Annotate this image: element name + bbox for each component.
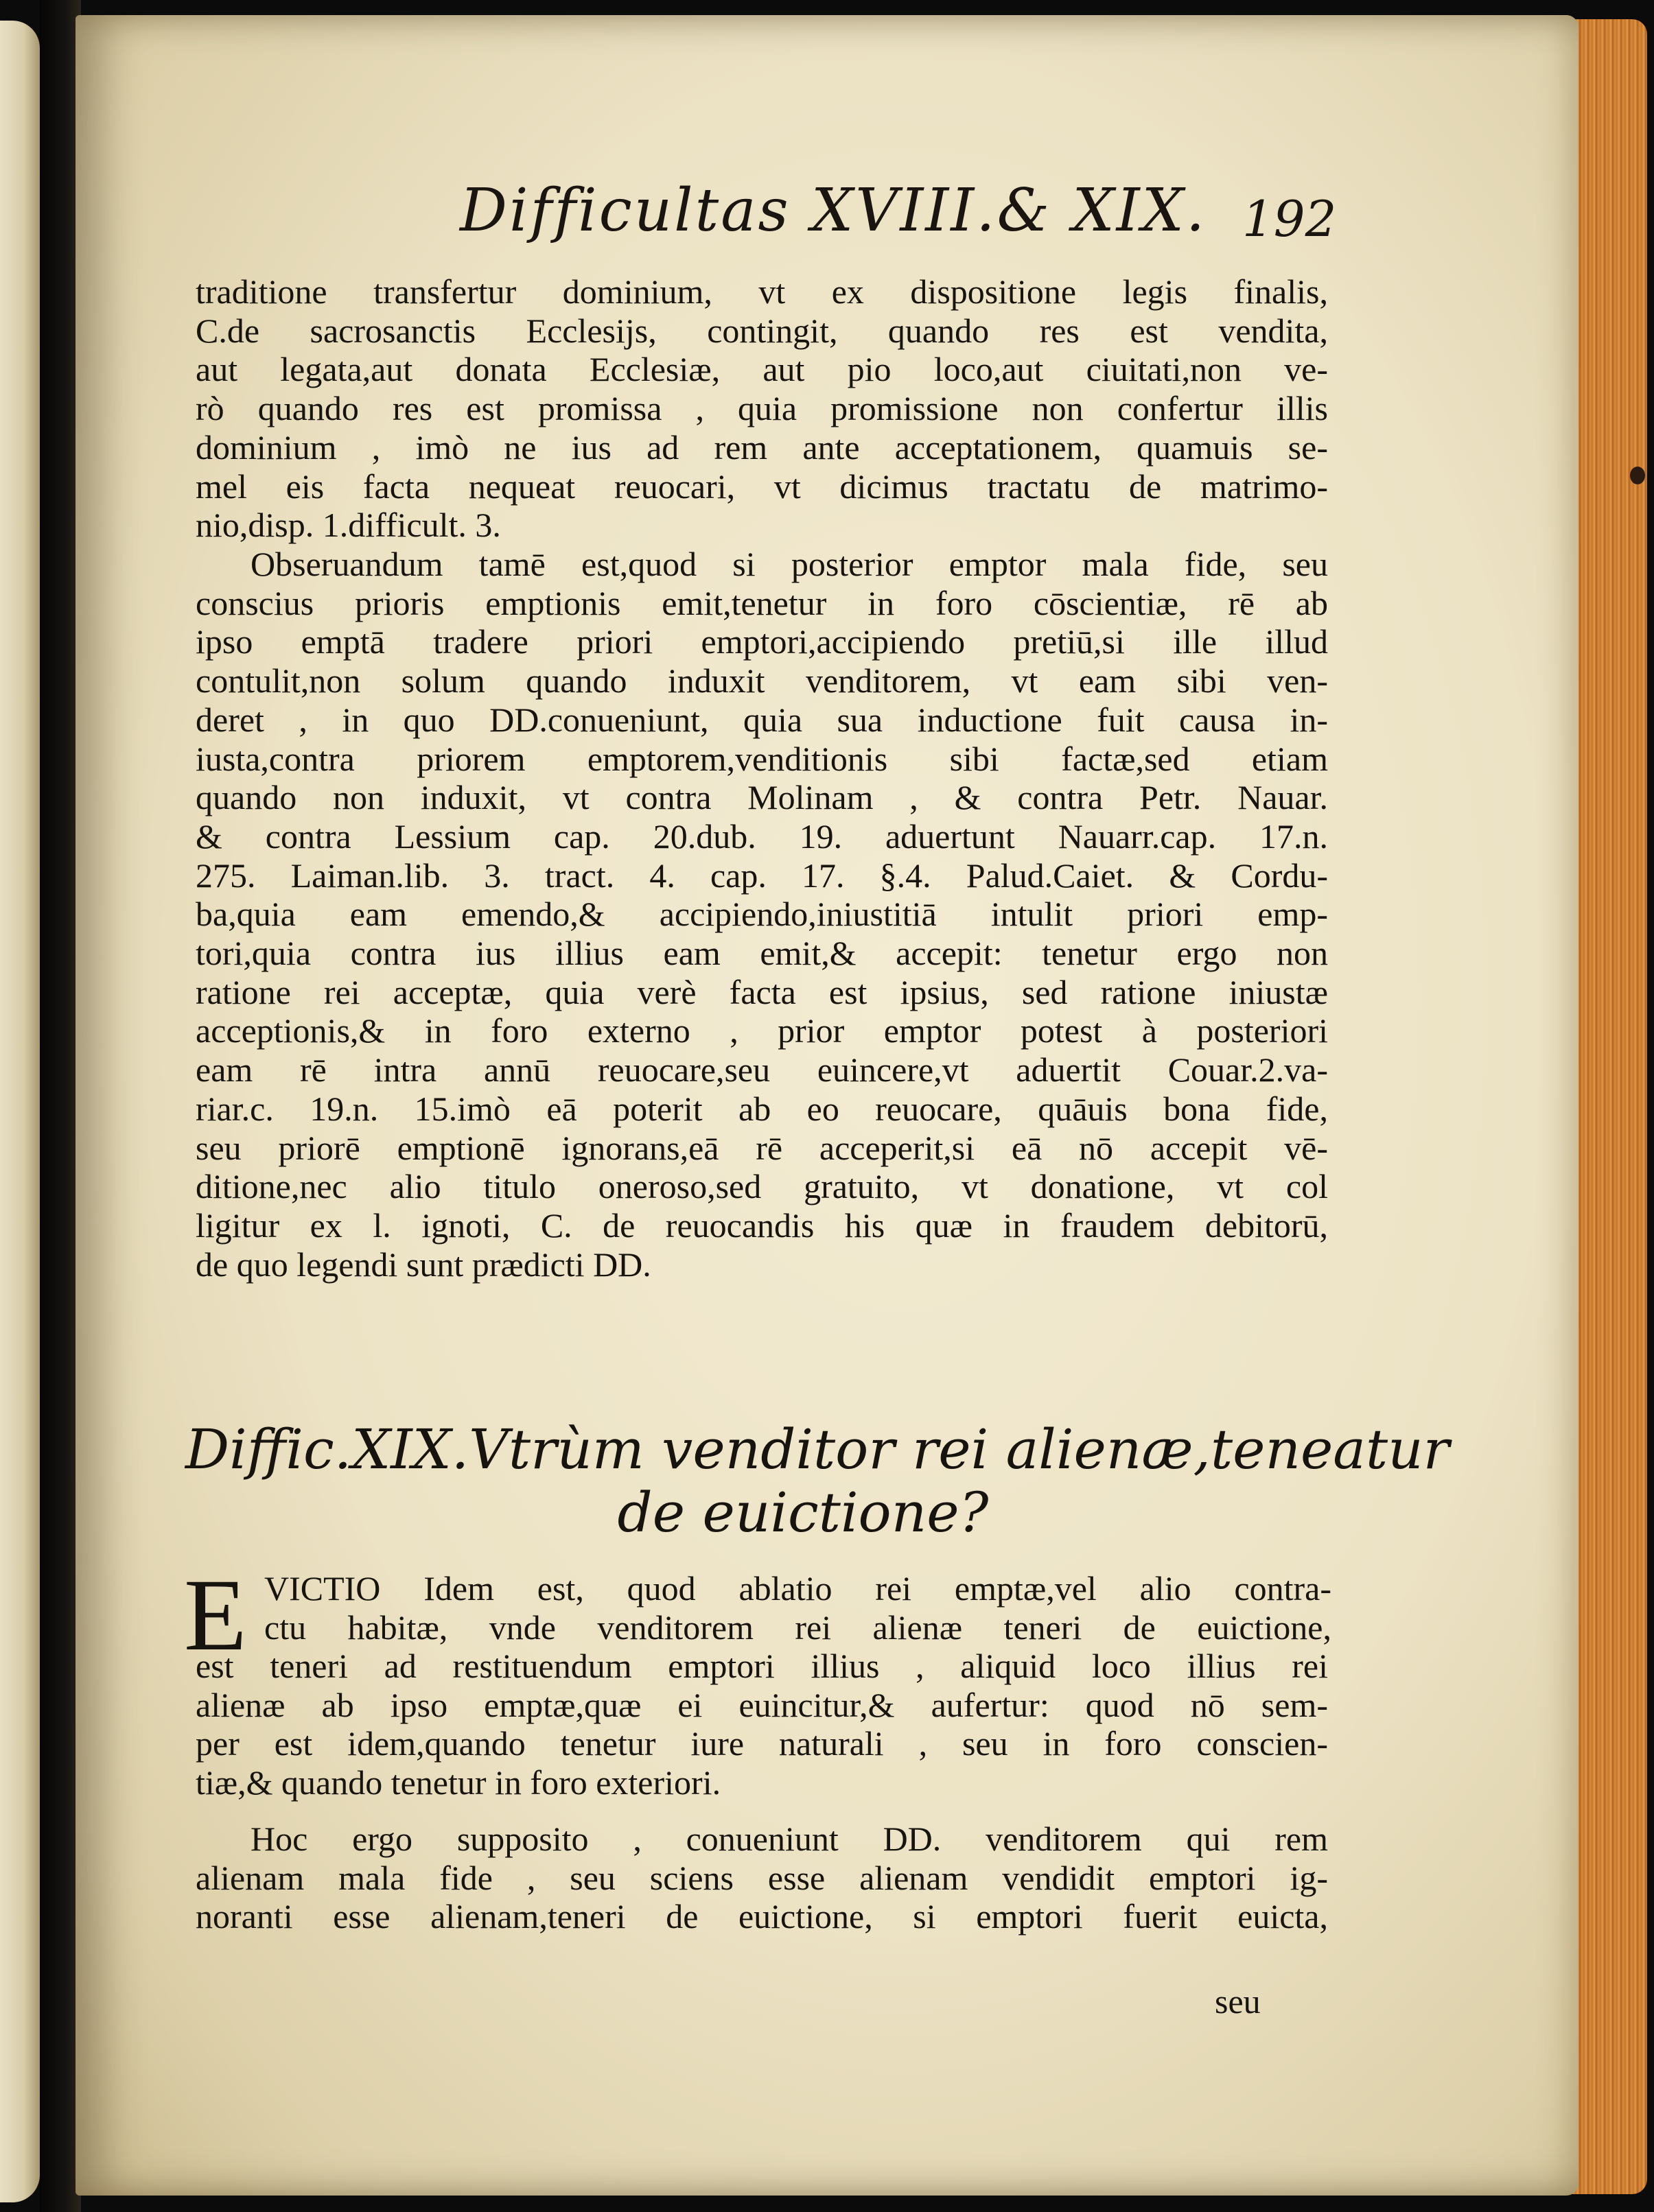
page-fore-edges — [1572, 19, 1647, 2194]
text-line: ligitur ex l. ignoti, C. de reuocandis his quæ in fraudem debitorū, — [196, 1205, 1328, 1245]
text-line: deret , in quo DD.conueniunt, quia sua inductione fuit causa in- — [196, 700, 1328, 739]
previous-page-edge — [0, 21, 40, 2202]
text-line: aut legata,aut donata Ecclesiæ, aut pio loco,aut ciuitati,non ve- — [196, 350, 1328, 389]
text-line: ctu habitæ, vnde venditorem rei alienæ teneri de euictione, — [264, 1608, 1331, 1647]
text-line: est teneri ad restituendum emptori illius , aliquid loco illius rei — [196, 1647, 1328, 1685]
page-number: 192 — [1242, 190, 1337, 248]
text-line: alienæ ab ipso emptæ,quæ ei euincitur,& aufertur: quod nō sem- — [196, 1685, 1328, 1724]
text-line: ipso emptā tradere priori emptori,accipiendo pretiū,si ille illud — [196, 622, 1328, 661]
text-line: quando non induxit, vt contra Molinam , & contra Petr. Nauar. — [196, 778, 1328, 817]
text-line: 275. Laiman.lib. 3. tract. 4. cap. 17. §.4. Palud.Caiet. & Cordu- — [196, 856, 1328, 895]
text-line: seu priorē emptionē ignorans,eā rē acceperit,si eā nō accepit vē- — [196, 1128, 1328, 1167]
paragraph-obseruandum — [196, 545, 1328, 1284]
text-line: dominium , imò ne ius ad rem ante acceptationem, quamuis se- — [196, 427, 1328, 467]
text-line: C.de sacrosanctis Ecclesijs, contingit, quando res est vendita, — [196, 311, 1328, 350]
text-line: & contra Lessium cap. 20.dub. 19. aduertunt Nauarr.cap. 17.n. — [196, 816, 1328, 856]
running-head: Difficultas XVIII.& XIX. — [460, 176, 1207, 245]
text-line: riar.c. 19.n. 15.imò eā poterit ab eo reuocare, quāuis bona fide, — [196, 1089, 1328, 1128]
section-heading-line: Diffic.XIX.Vtrùm venditor rei alienæ,teneatur — [185, 1417, 1449, 1481]
text-line: ratione rei acceptæ, quia verè facta est ipsius, sed ratione iniustæ — [196, 972, 1328, 1011]
text-line: tiæ,& quando tenetur in foro exteriori. — [196, 1763, 721, 1802]
text-line: traditione transfertur dominium, vt ex dispositione legis finalis, — [196, 272, 1328, 311]
text-line: per est idem,quando tenetur iure naturali , seu in foro conscien- — [196, 1724, 1328, 1763]
ink-spot — [1630, 467, 1645, 484]
text-line: ba,quia eam emendo,& accipiendo,iniustitiā intulit priori emp- — [196, 895, 1328, 934]
text-line: Hoc ergo supposito , conueniunt DD. venditorem qui rem — [251, 1820, 1328, 1858]
text-line: tori,quia contra ius illius eam emit,& accepit: tenetur ergo non — [196, 934, 1328, 973]
book-page — [75, 15, 1579, 2196]
catchword: seu — [1215, 1982, 1261, 2021]
text-line: contulit,non solum quando induxit venditorem, vt eam sibi ven- — [196, 661, 1328, 701]
text-line: ditione,nec alio titulo oneroso,sed gratuito, vt donatione, vt col — [196, 1167, 1328, 1206]
text-line: Obseruandum tamē est,quod si posterior emptor mala fide, seu — [251, 545, 1328, 583]
book-gutter — [40, 0, 81, 2212]
text-line: rò quando res est promissa , quia promissione non confertur illis — [196, 389, 1328, 428]
drop-cap: E — [184, 1558, 247, 1672]
section-heading-line: de euictione? — [617, 1481, 989, 1544]
text-line: iusta,contra priorem emptorem,venditionis sibi factæ,sed etiam — [196, 739, 1328, 778]
text-line: nio,disp. 1.difficult. 3. — [196, 506, 501, 545]
text-line: noranti esse alienam,teneri de euictione, si emptori fuerit euicta, — [196, 1897, 1328, 1936]
paragraph-euictio — [196, 1647, 1328, 1802]
text-line: VICTIO Idem est, quod ablatio rei emptæ,vel alio contra- — [264, 1569, 1331, 1608]
paragraph-hoc-ergo — [196, 1820, 1328, 1936]
text-line: conscius prioris emptionis emit,tenetur in foro cōscientiæ, rē ab — [196, 583, 1328, 622]
text-line: acceptionis,& in foro externo , prior emptor potest à posteriori — [196, 1011, 1328, 1050]
paragraph-euictio-first-lines — [264, 1569, 1331, 1647]
text-line: de quo legendi sunt prædicti DD. — [196, 1245, 651, 1284]
text-line: eam rē intra annū reuocare,seu euincere,vt aduertit Couar.2.va- — [196, 1050, 1328, 1090]
paragraph-continuation — [196, 272, 1328, 545]
text-line: alienam mala fide , seu sciens esse alienam vendidit emptori ig- — [196, 1858, 1328, 1897]
text-line: mel eis facta nequeat reuocari, vt dicimus tractatu de matrimo- — [196, 467, 1328, 506]
page-header — [460, 176, 1558, 259]
section-heading — [185, 1417, 1449, 1544]
